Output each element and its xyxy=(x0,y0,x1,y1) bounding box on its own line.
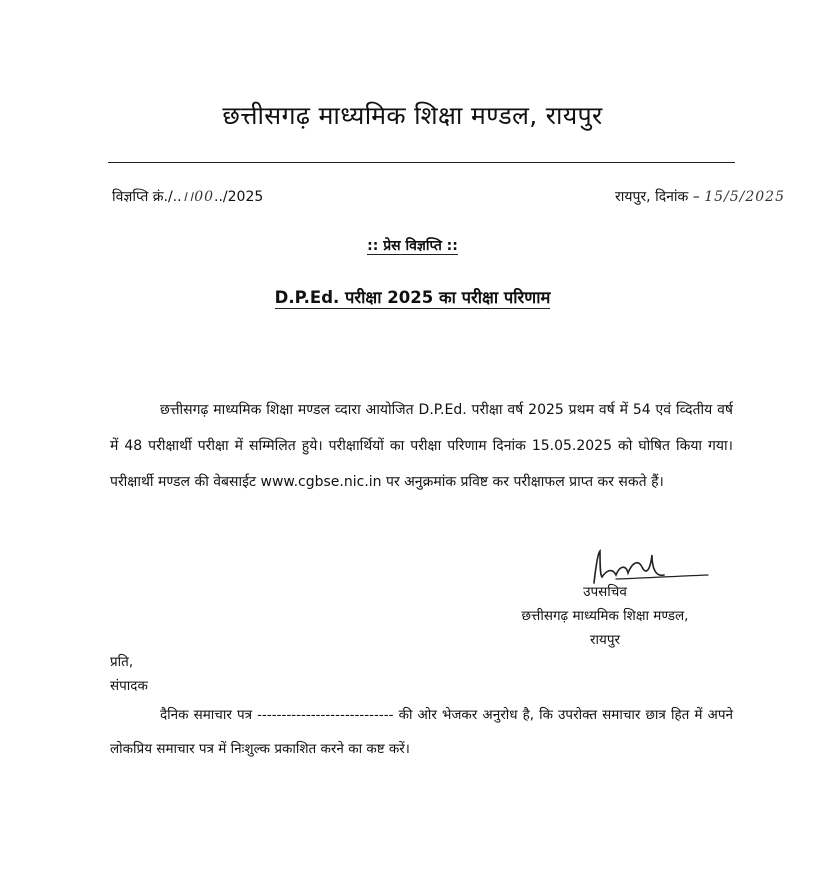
signatory-block xyxy=(470,580,740,652)
request-paragraph: दैनिक समाचार पत्र ---------------------------- की ओर भेजकर अनुरोध है, कि उपरोक्त समाचार छात्र हित में अपने लोकप्रिय समाचार पत्र में निःशुल्क प्रकाशित करने का कष्ट करें। xyxy=(110,707,733,757)
page-title: छत्तीसगढ़ माध्यमिक शिक्षा मण्डल, रायपुर xyxy=(222,101,603,130)
recipient-line-2: संपादक xyxy=(110,678,148,694)
recipient-line-1: प्रति, xyxy=(110,654,134,670)
date-handwritten: 15/5/2025 xyxy=(704,189,785,205)
signatory-designation: उपसचिव xyxy=(583,584,627,600)
reference-prefix: विज्ञप्ति क्रं./.. xyxy=(112,189,182,205)
reference-suffix: ../2025 xyxy=(214,189,264,205)
body-text xyxy=(110,392,733,500)
signatory-office: छत्तीसगढ़ माध्यमिक शिक्षा मण्डल, xyxy=(521,608,689,624)
subject-text: D.P.Ed. परीक्षा 2025 का परीक्षा परिणाम xyxy=(274,288,551,307)
date-line xyxy=(615,187,785,206)
recipient-block xyxy=(110,650,148,698)
body-paragraph: छत्तीसगढ़ माध्यमिक शिक्षा मण्डल व्दारा आयोजित D.P.Ed. परीक्षा वर्ष 2025 प्रथम वर्ष में 54 एवं व्दितीय वर्ष में 48 परीक्षार्थी परीक्षा में सम्मिलित हुये। परीक्षार्थियों का परीक्षा परिणाम दिनांक 15.05.2025 को घोषित किया गया। परीक्षार्थी मण्डल की वेबसाईट www.cgbse.nic.in पर अनुक्रमांक प्रविष्ट कर परीक्षाफल प्राप्त कर सकते हैं। xyxy=(110,402,733,490)
reference-number xyxy=(112,187,263,206)
press-note-label xyxy=(0,236,825,255)
request-text xyxy=(110,698,733,766)
signatory-city: रायपुर xyxy=(589,632,621,648)
press-note-text: :: प्रेस विज्ञप्ति :: xyxy=(367,238,458,254)
date-prefix: रायपुर, दिनांक – xyxy=(615,189,700,205)
reference-handwritten-number: ।।00 xyxy=(181,189,215,205)
subject-heading xyxy=(0,285,825,308)
header-divider xyxy=(108,162,735,163)
